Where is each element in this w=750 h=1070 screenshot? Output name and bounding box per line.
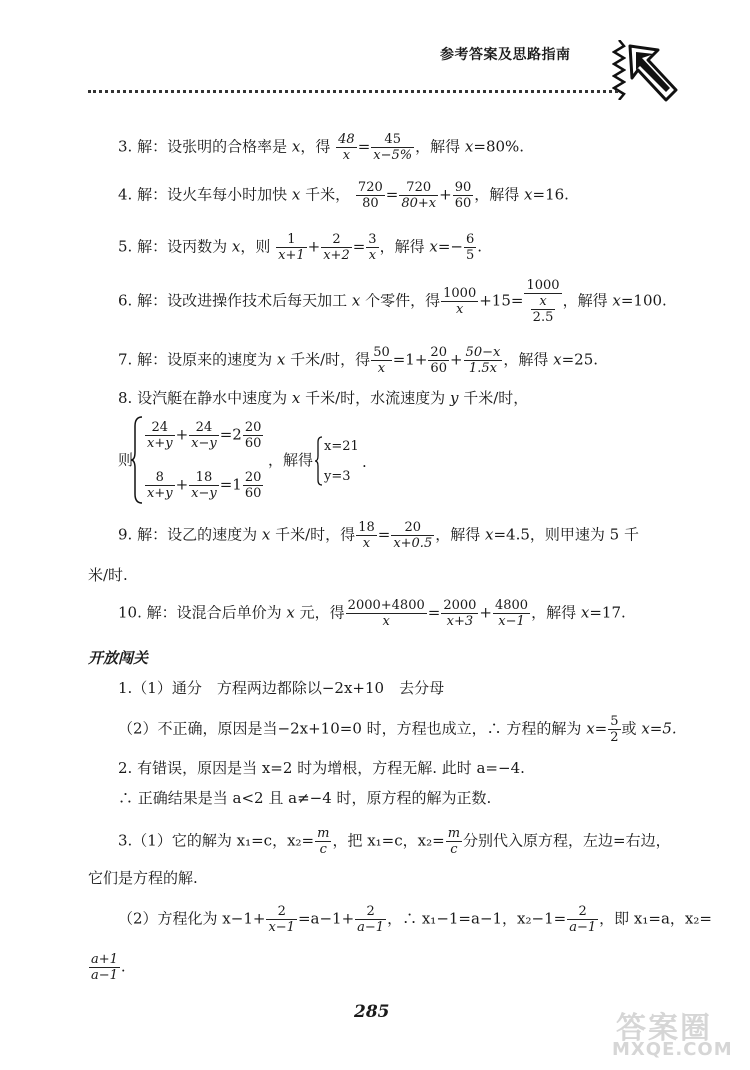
- left-brace-solution: [315, 436, 323, 486]
- answer-9-cont: 米/时.: [88, 566, 128, 584]
- open-3-1-cont: 它们是方程的解.: [88, 869, 198, 887]
- header-divider: [88, 90, 618, 93]
- solution-y: y=3: [324, 469, 351, 484]
- open-2: 2. 有错误，原因是当 x=2 时为增根，方程无解. 此时 a=−4.: [118, 759, 525, 777]
- system-eq-2: $\frac{8}{x+y}$ + $\frac{18}{x-y}$ =1 $\frac{20}{60}$: [147, 470, 262, 501]
- answer-9: 9. 解：设乙的速度为 x 千米/时，得 $\frac{18}{x}$ = $\frac{20}{x+0.5}$ ，解得 x=4.5，则甲速为 5 千: [118, 520, 639, 551]
- answer-8-ze: 则: [118, 451, 134, 469]
- period: .: [362, 453, 367, 471]
- page-number: 285: [354, 1002, 390, 1022]
- open-1-2: （2）不正确，原因是当−2x+10=0 时，方程也成立，∴ 方程的解为 x= $\frac{5}{2}$ 或 x=5.: [118, 714, 677, 745]
- header-title: 参考答案及思路指南: [440, 47, 571, 63]
- solution-x: x=21: [324, 439, 359, 454]
- system-solved: ，解得: [268, 451, 314, 469]
- open-2-conclusion: ∴ 正确结果是当 a<2 且 a≠−4 时，原方程的解为正数.: [118, 789, 492, 807]
- open-3-1: 3.（1）它的解为 x₁=c，x₂= $\frac{m}{c}$ ，把 x₁=c，x₂= $\frac{m}{c}$ 分别代入原方程，左边=右边，: [118, 826, 671, 857]
- watermark-logo: 答案圈: [616, 1011, 712, 1046]
- open-3-2-cont: $\frac{a+1}{a-1}$ .: [91, 952, 126, 983]
- system-eq-1: $\frac{24}{x+y}$ + $\frac{24}{x-y}$ =2 $\frac{20}{60}$: [147, 420, 262, 451]
- answer-4: 4. 解：设火车每小时加快 x 千米， $\frac{720}{80}$ = $\frac{720}{80+x}$ + $\frac{90}{60}$ ，解得 x=16.: [118, 180, 569, 211]
- answer-10: 10. 解：设混合后单价为 x 元，得 $\frac{2000+4800}{x}$ = $\frac{2000}{x+3}$ + $\frac{4800}{x-1}$ ，解得 x=17.: [118, 598, 626, 629]
- answer-6: 6. 解：设改进操作技术后每天加工 x 个零件，得 $\frac{1000}{x}$ +15= $\frac{1000}{\frac{x}{2.5}}$ ，解得 x=100.: [118, 278, 667, 325]
- answer-7: 7. 解：设原来的速度为 x 千米/时，得 $\frac{50}{x}$ =1+ $\frac{20}{60}$ + $\frac{50-x}{1.5x}$ ，解得 x=25.: [118, 345, 599, 376]
- section-heading: 开放闯关: [88, 649, 149, 667]
- answer-8-intro: 8. 设汽艇在静水中速度为 x 千米/时，水流速度为 y 千米/时，: [118, 389, 529, 407]
- open-1-1: 1.（1）通分 方程两边都除以−2x+10 去分母: [118, 679, 445, 697]
- answer-5: 5. 解：设丙数为 x，则 $\frac{1}{x+1}$ + $\frac{2}{x+2}$ = $\frac{3}{x}$ ，解得 x=− $\frac{6}{5}$ .: [118, 232, 483, 263]
- open-3-2: （2）方程化为 x−1+ $\frac{2}{x-1}$ =a−1+ $\frac{2}{a-1}$ ，∴ x₁−1=a−1，x₂−1= $\frac{2}{a-1}$ ，即 x₁=a，x₂=: [118, 904, 712, 935]
- left-brace: [131, 416, 143, 504]
- watermark: [606, 1003, 742, 1065]
- arrow-icon: [628, 44, 680, 104]
- watermark-url: MXQE.COM: [612, 1039, 733, 1060]
- answer-3: 3. 解：设张明的合格率是 x，得 $\frac{48}{x}$ = $\frac{45}{x-5\%}$ ，解得 x=80%.: [118, 132, 525, 163]
